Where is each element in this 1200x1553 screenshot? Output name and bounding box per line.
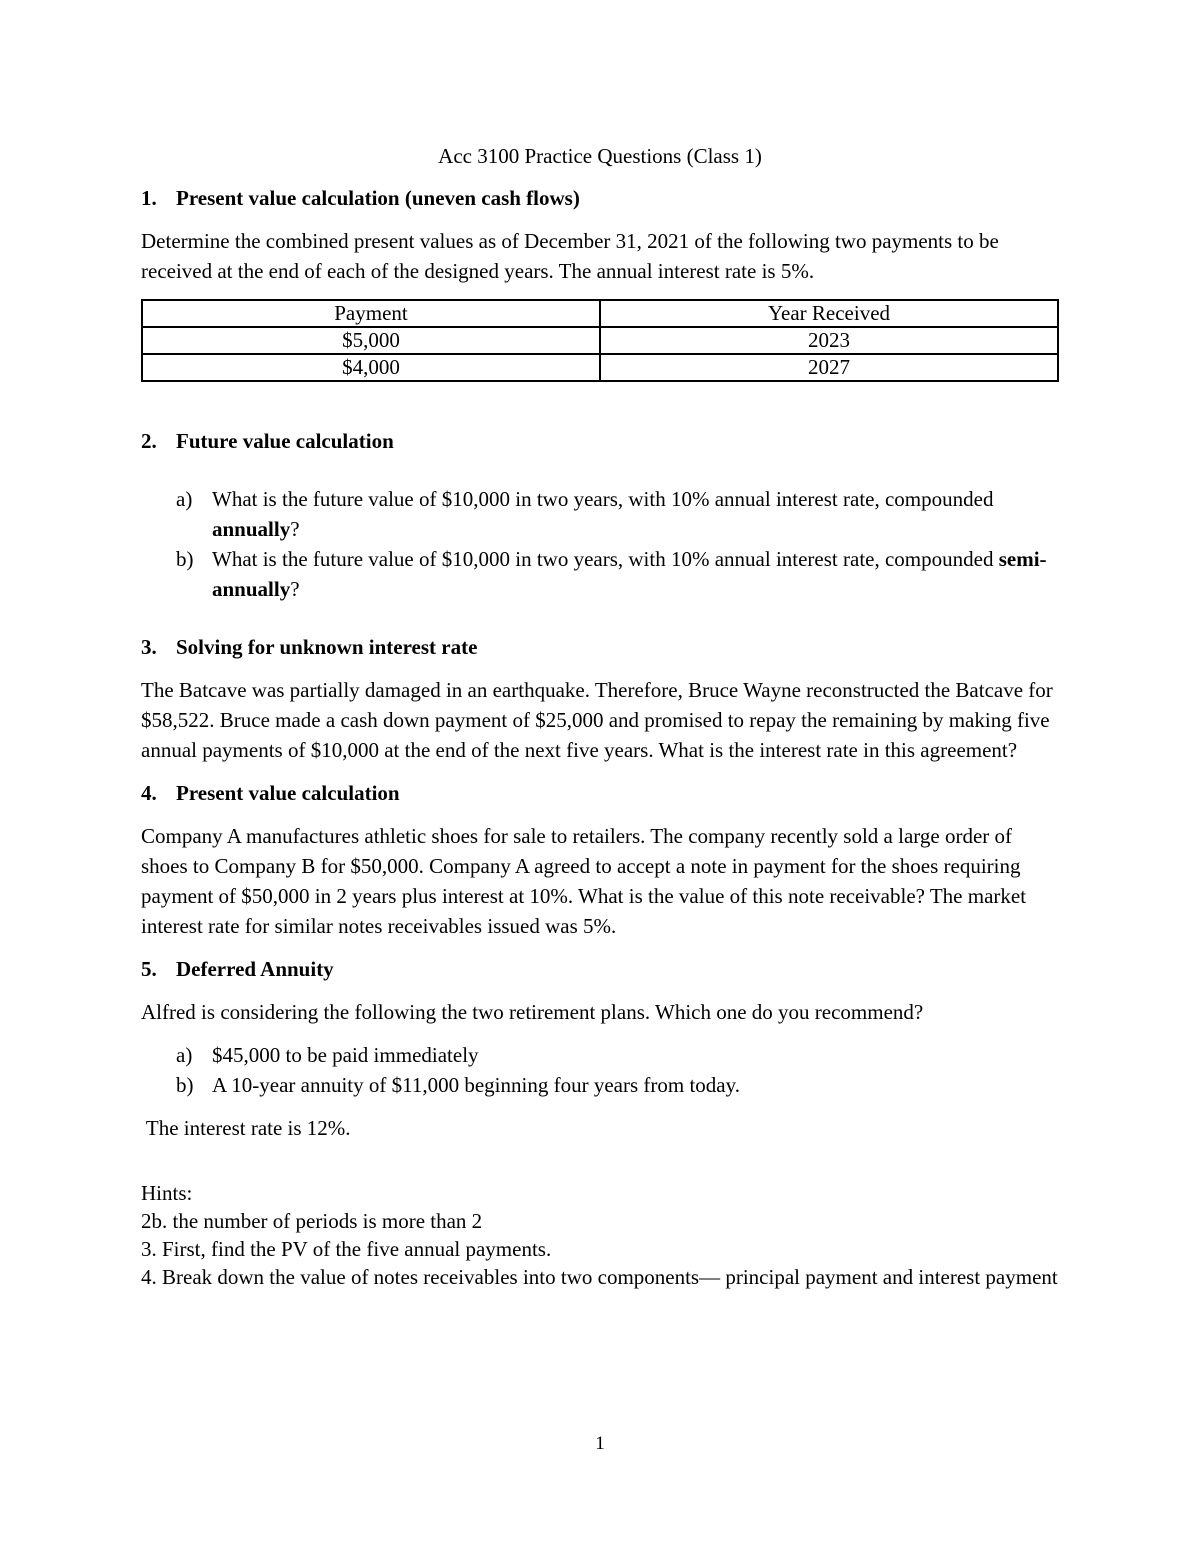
question-1-text: Determine the combined present values as of December 31, 2021 of the following two payments to be received at the end of each of the designed years. The annual interest rate is 5%. xyxy=(141,229,999,283)
list-item-marker: b) xyxy=(176,547,194,571)
document-content xyxy=(141,141,1059,1291)
hint-line: 3. First, find the PV of the five annual payments. xyxy=(141,1237,552,1261)
question-4 xyxy=(141,778,1059,941)
list-item-text-after: ? xyxy=(290,577,300,601)
list-item-text xyxy=(212,544,1059,604)
question-5-text: Alfred is considering the following the two retirement plans. Which one do you recommend? xyxy=(141,1000,924,1024)
question-5-note: The interest rate is 12%. xyxy=(141,1116,351,1140)
question-2-number: 2. xyxy=(141,429,157,453)
table-row xyxy=(142,354,1058,381)
question-3-text: The Batcave was partially damaged in an earthquake. Therefore, Bruce Wayne reconstructed the Batcave for $58,522. Bruce made a cash down payment of $25,000 and promised to repay the remaining by making five annual payments of $10,000 at the end of the next five years. What is the interest rate in this agreement? xyxy=(141,678,1053,762)
hint-line: 4. Break down the value of notes receivables into two components— principal payment and interest payment xyxy=(141,1265,1058,1289)
list-item-text-after: ? xyxy=(290,517,300,541)
question-3 xyxy=(141,632,1059,765)
question-5-heading xyxy=(141,954,1059,984)
table-row xyxy=(142,327,1058,354)
table-cell-payment: $5,000 xyxy=(142,327,600,354)
list-item-marker: a) xyxy=(176,1043,193,1067)
question-3-number: 3. xyxy=(141,635,157,659)
table-header-year-received: Year Received xyxy=(600,300,1058,327)
document-title: Acc 3100 Practice Questions (Class 1) xyxy=(438,144,762,168)
question-2-title: Future value calculation xyxy=(176,429,394,453)
table-cell-year: 2023 xyxy=(600,327,1058,354)
question-3-heading xyxy=(141,632,1059,662)
list-item xyxy=(141,544,1059,604)
payments-table xyxy=(141,299,1059,382)
list-item-text-before: What is the future value of $10,000 in two years, with 10% annual interest rate, compounded xyxy=(212,547,999,571)
question-1-number: 1. xyxy=(141,186,157,210)
list-item xyxy=(141,1040,1059,1070)
hints-section xyxy=(141,1179,1059,1291)
page-number: 1 xyxy=(595,1433,605,1454)
question-1 xyxy=(141,183,1059,382)
question-3-title: Solving for unknown interest rate xyxy=(176,635,478,659)
question-4-number: 4. xyxy=(141,781,157,805)
table-header-payment: Payment xyxy=(142,300,600,327)
question-2 xyxy=(141,426,1059,604)
table-cell-year: 2027 xyxy=(600,354,1058,381)
question-4-title: Present value calculation xyxy=(176,781,400,805)
table-header-row xyxy=(142,300,1058,327)
hint-line: 2b. the number of periods is more than 2 xyxy=(141,1209,483,1233)
question-2-heading xyxy=(141,426,1059,456)
list-item-text-before: What is the future value of $10,000 in two years, with 10% annual interest rate, compounded xyxy=(212,487,994,511)
question-4-text: Company A manufactures athletic shoes for sale to retailers. The company recently sold a large order of shoes to Company B for $50,000. Company A agreed to accept a note in payment for the shoes requiring payment of $50,000 in 2 years plus interest at 10%. What is the value of this note receivable? The market interest rate for similar notes receivables issued was 5%. xyxy=(141,824,1027,938)
list-item-marker: b) xyxy=(176,1073,194,1097)
list-item xyxy=(141,484,1059,544)
question-2-list xyxy=(141,484,1059,604)
list-item-emphasis: annually xyxy=(212,517,291,541)
question-5-number: 5. xyxy=(141,957,157,981)
list-item-marker: a) xyxy=(176,487,193,511)
question-5-list xyxy=(141,1040,1059,1100)
list-item-text: $45,000 to be paid immediately xyxy=(212,1043,479,1067)
table-cell-payment: $4,000 xyxy=(142,354,600,381)
question-4-heading xyxy=(141,778,1059,808)
question-1-title: Present value calculation (uneven cash flows) xyxy=(176,186,580,210)
list-item xyxy=(141,1070,1059,1100)
list-item-emphasis: semi-annually xyxy=(212,547,1047,601)
question-1-heading xyxy=(141,183,1059,213)
list-item-text: A 10-year annuity of $11,000 beginning four years from today. xyxy=(212,1073,740,1097)
list-item-text xyxy=(212,484,1059,544)
hints-label: Hints: xyxy=(141,1181,193,1205)
question-5 xyxy=(141,954,1059,1143)
question-5-title: Deferred Annuity xyxy=(176,957,334,981)
